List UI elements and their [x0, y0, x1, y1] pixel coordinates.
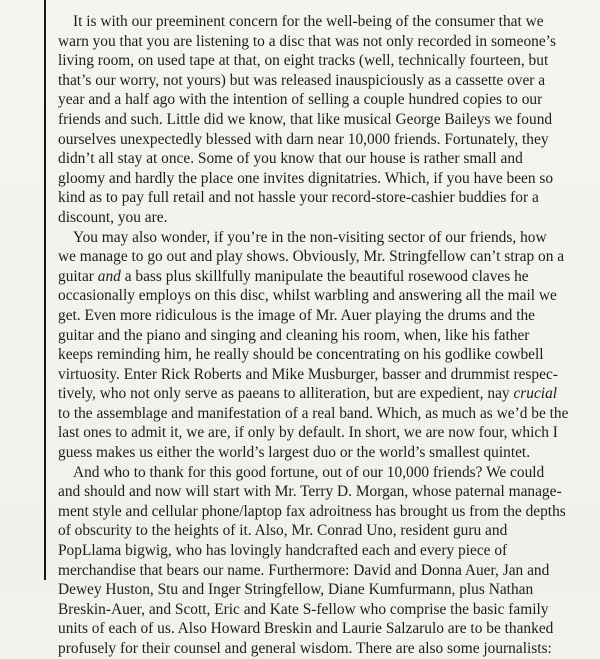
- text-line: ourselves unexpectedly blessed with darn near 10,000 friends. Fortunately, they: [58, 130, 549, 148]
- text-line: warn you that you are listening to a disc that was not only recorded in someone’s: [58, 32, 556, 50]
- text-line: to the assemblage and manifestation of a real band. Which, as much as we’d be the: [58, 404, 569, 422]
- text-line: that’s our worry, not yours) but was released inauspiciously as a cassette over a: [58, 71, 546, 89]
- paragraph-3: [58, 463, 580, 659]
- text-line: and should and now will start with Mr. Terry D. Morgan, whose paternal manage-: [58, 483, 562, 501]
- vertical-rule: [44, 0, 46, 580]
- text-line: friends and such. Little did we know, that like musical George Baileys we found: [58, 110, 553, 128]
- text-line: kind as to pay full retail and not hassle your record-store-cashier buddies for a: [58, 189, 539, 207]
- text-line: guitar and a bass plus skillfully manipulate the beautiful rosewood claves he: [58, 267, 529, 285]
- paragraph-2: [58, 228, 580, 463]
- text-line: PopLlama bigwig, who has lovingly handcrafted each and every piece of: [58, 542, 508, 560]
- text-line: didn’t all stay at once. Some of you know that our house is rather small and: [58, 150, 523, 168]
- text-line: we manage to go out and play shows. Obviously, Mr. Stringfellow can’t strap on a: [58, 248, 565, 266]
- text-line: virtuosity. Enter Rick Roberts and Mike Musburger, basser and drummist respec-: [58, 365, 558, 383]
- text-line: ment style and cellular phone/laptop fax adroitness has brought us from the depths: [58, 502, 566, 520]
- text-line: You may also wonder, if you’re in the non-visiting sector of our friends, how: [73, 228, 547, 246]
- text-line: guess makes us either the world’s largest duo or the world’s smallest quintet.: [58, 444, 531, 462]
- text-line: Dewey Huston, Stu and Inger Stringfellow, Diane Kumfurmann, plus Nathan: [58, 581, 534, 599]
- text-line: year and a half ago with the intention of selling a couple hundred copies to our: [58, 91, 543, 109]
- text-line: guitar and the piano and singing and cleaning his room, when, like his father: [58, 326, 530, 344]
- text-line: keeps reminding him, he really should be concentrating on his godlike cowbell: [58, 346, 544, 364]
- text-line: occasionally employs on this disc, whilst warbling and answering all the mail we: [58, 287, 557, 305]
- text-line: discount, you are.: [58, 208, 168, 226]
- text-line: merchandise that bears our name. Furthermore: David and Donna Auer, Jan and: [58, 561, 550, 579]
- text-line: profusely for their counsel and general wisdom. There are also some journalists:: [58, 640, 552, 657]
- text-line: units of each of us. Also Howard Breskin and Laurie Salzarulo are to be thanked: [58, 620, 554, 638]
- liner-notes-text: [58, 12, 580, 659]
- paragraph-1: [58, 12, 580, 228]
- text-line: get. Even more ridiculous is the image of Mr. Auer playing the drums and the: [58, 306, 536, 324]
- text-line: last ones to admit it, we are, if only by default. In short, we are now four, which I: [58, 424, 558, 442]
- text-line: It is with our preeminent concern for the well-being of the consumer that we: [73, 13, 544, 30]
- text-line: tively, who not only serve as paeans to alliteration, but are expedient, nay crucial: [58, 385, 558, 403]
- text-line: gloomy and hardly the place one invites dignitatries. Which, if you have been so: [58, 169, 554, 187]
- text-line: of obscurity to the heights of it. Also, Mr. Conrad Uno, resident guru and: [58, 522, 508, 540]
- text-line: Breskin-Auer, and Scott, Eric and Kate S-fellow who comprise the basic family: [58, 600, 549, 618]
- text-line: And who to thank for this good fortune, out of our 10,000 friends? We could: [73, 463, 545, 481]
- text-line: living room, on used tape at that, on eight tracks (well, technically fourteen, but: [58, 52, 549, 70]
